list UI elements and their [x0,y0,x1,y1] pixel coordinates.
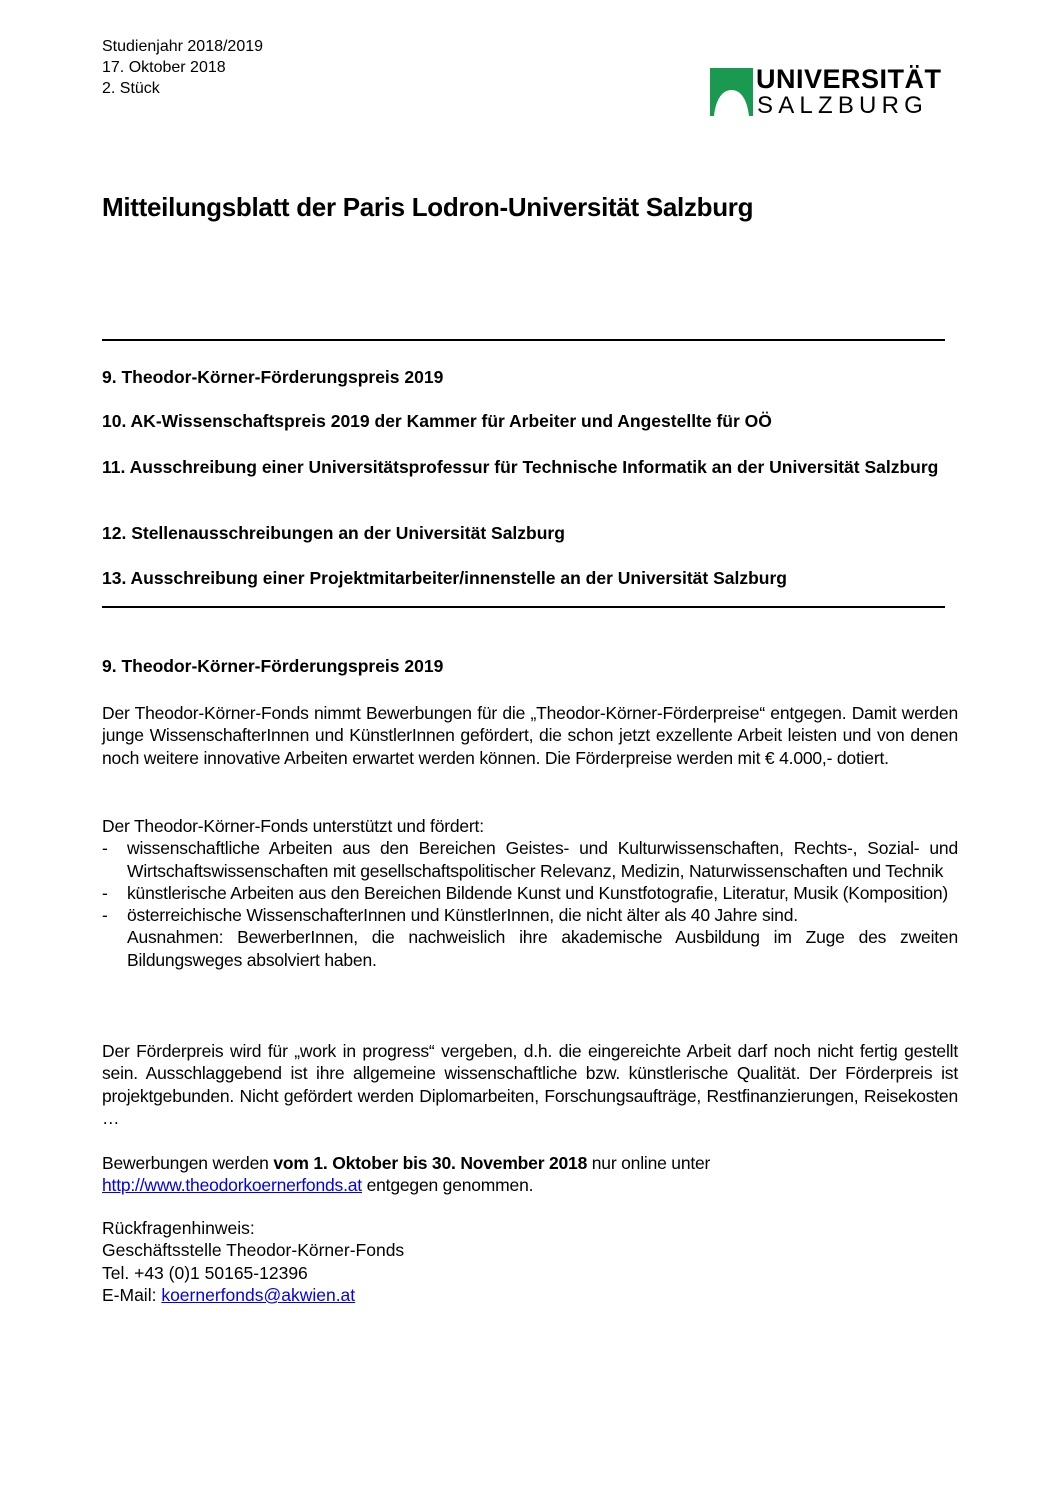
toc-item-13: 13. Ausschreibung einer Projektmitarbeiter/innenstelle an der Universität Salzburg [102,568,787,588]
list-item [102,882,958,904]
logo-text-salzburg: SALZBURG [757,92,928,119]
contact-org: Geschäftsstelle Theodor-Körner-Fonds [102,1240,405,1261]
logo-text-universitaet: UNIVERSITÄT [756,64,942,94]
toc-item-10: 10. AK-Wissenschaftspreis 2019 der Kammer für Arbeiter und Angestellte für OÖ [102,411,772,431]
toc-item-11: 11. Ausschreibung einer Universitätsprofessur für Technische Informatik an der Universität Salzburg [102,457,939,477]
section-heading: 9. Theodor-Körner-Förderungspreis 2019 [102,656,444,676]
contact-phone: Tel. +43 (0)1 50165-12396 [102,1262,308,1283]
list-item [102,837,958,882]
application-prefix: Bewerbungen werden [102,1153,274,1173]
application-paragraph [102,1152,958,1197]
intro-paragraph: Der Theodor-Körner-Fonds nimmt Bewerbungen für die „Theodor-Körner-Förderpreise“ entgegen. Damit werden junge WissenschafterInnen und KünstlerInnen gefördert, die schon jetzt exzellente Arbeit leisten und von denen noch weitere innovative Arbeiten erwartet werden können. Die Förderpreise werden mit € 4.000,- dotiert. [102,703,958,768]
email-label: E-Mail: [102,1284,162,1305]
toc-item-9: 9. Theodor-Körner-Förderungspreis 2019 [102,367,444,387]
list-item-text: künstlerische Arbeiten aus den Bereichen Bildende Kunst und Kunstfotografie, Literatur, Musik (Komposition) [127,882,949,903]
list-item-text: wissenschaftliche Arbeiten aus den Bereichen Geistes- und Kulturwissenschaften, Rechts-, Sozial- und Wirtschaftswissenschaften mit gesellschaftspolitischer Relevanz, Medizin, Naturwissenschaften und Technik [127,838,958,881]
list-item-exception: Ausnahmen: BewerberInnen, die nachweislich ihre akademische Ausbildung im Zuge des zweiten Bildungsweges absolviert haben. [127,927,958,970]
contact-label: Rückfragenhinweis: [102,1218,255,1238]
list-dash: - [102,882,108,903]
application-period: vom 1. Oktober bis 30. November 2018 [273,1153,588,1173]
issue-number: 2. Stück [102,80,160,97]
list-item-text: österreichische WissenschafterInnen und KünstlerInnen, die nicht älter als 40 Jahre sind. [127,905,798,926]
arch-logo-icon [710,68,753,116]
list-dash: - [102,905,108,926]
email-link[interactable]: koernerfonds@akwien.at [161,1284,356,1305]
fund-website-link[interactable]: http://www.theodorkoernerfonds.at [102,1175,362,1196]
application-after-link: entgegen genommen. [361,1175,534,1196]
university-logo [710,64,942,119]
divider-top [102,339,945,341]
document-meta [102,36,263,99]
contact-email-line [102,1284,404,1306]
support-list [102,815,958,971]
details-paragraph: Der Förderpreis wird für „work in progress“ vergeben, d.h. die eingereichte Arbeit darf noch nicht fertig gestellt sein. Ausschlaggebend ist ihre allgemeine wissenschaftliche bzw. künstlerische Qualität. Der Förderpreis ist projektgebunden. Nicht gefördert werden Diplomarbeiten, Forschungsaufträge, Restfinanzierungen, Reisekosten … [102,1041,958,1128]
list-intro: Der Theodor-Körner-Fonds unterstützt und fördert: [102,816,484,836]
contact-block [102,1217,404,1306]
issue-date: 17. Oktober 2018 [102,59,226,76]
list-item [102,904,958,971]
application-suffix: nur online unter [587,1153,711,1173]
page-title: Mitteilungsblatt der Paris Lodron-Universität Salzburg [102,192,754,222]
toc-item-12: 12. Stellenausschreibungen an der Universität Salzburg [102,523,565,543]
divider-bottom [102,606,945,608]
list-dash: - [102,838,108,859]
academic-year: Studienjahr 2018/2019 [102,38,264,55]
